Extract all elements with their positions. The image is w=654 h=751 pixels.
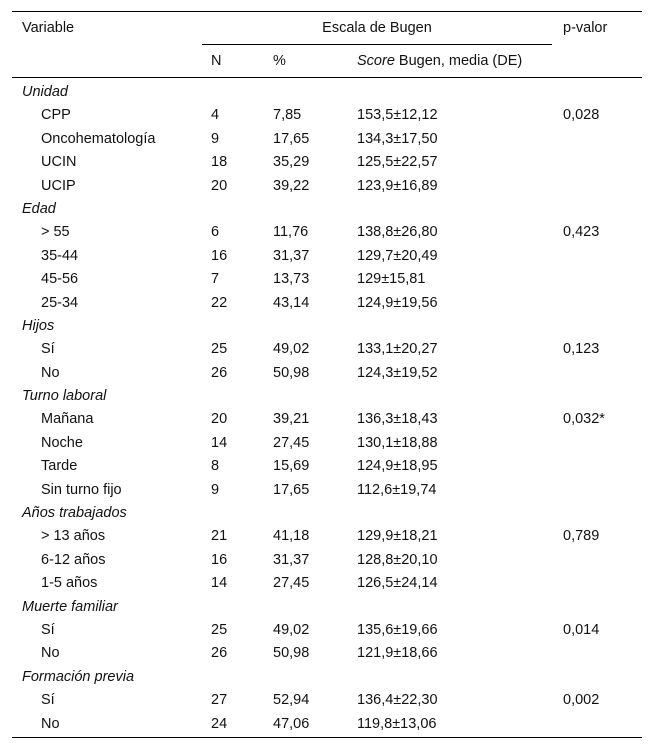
row-percent: 52,94 xyxy=(273,692,310,709)
row-label: Sí xyxy=(41,621,55,638)
row-pvalue: 0,032* xyxy=(563,411,605,428)
row-n: 9 xyxy=(211,481,220,498)
row-label: Sí xyxy=(41,692,55,709)
table-row xyxy=(12,151,642,174)
table-row xyxy=(12,713,642,736)
row-score: 124,3±19,52 xyxy=(357,364,438,381)
table-row xyxy=(12,175,642,198)
group-heading: Turno laboral xyxy=(22,388,107,405)
row-percent: 35,29 xyxy=(273,154,310,171)
row-percent: 49,02 xyxy=(273,341,310,358)
row-label: > 13 años xyxy=(41,528,106,545)
row-n: 16 xyxy=(211,551,228,568)
table-row xyxy=(12,128,642,151)
row-n: 20 xyxy=(211,411,228,428)
row-score: 124,9±18,95 xyxy=(357,458,438,475)
group-heading: Formación previa xyxy=(22,668,135,685)
row-pvalue: 0,014 xyxy=(563,621,600,638)
row-percent: 50,98 xyxy=(273,364,310,381)
row-n: 25 xyxy=(211,621,228,638)
row-score: 121,9±18,66 xyxy=(357,645,438,662)
row-pvalue: 0,789 xyxy=(563,528,600,545)
row-score: 129,7±20,49 xyxy=(357,247,438,264)
row-label: Sin turno fijo xyxy=(41,481,122,498)
group-heading: Edad xyxy=(22,200,56,217)
table-row xyxy=(12,525,642,548)
header-score-rest: Bugen, media (DE) xyxy=(394,53,523,69)
row-percent: 50,98 xyxy=(273,645,310,662)
row-score: 129±15,81 xyxy=(357,271,426,288)
header-divider xyxy=(202,44,552,45)
table-row xyxy=(12,408,642,431)
row-percent: 43,14 xyxy=(273,294,310,311)
row-pvalue: 0,123 xyxy=(563,341,600,358)
table-header xyxy=(12,12,642,78)
table-row xyxy=(12,549,642,572)
row-percent: 31,37 xyxy=(273,551,310,568)
row-n: 25 xyxy=(211,341,228,358)
row-score: 112,6±19,74 xyxy=(357,481,437,498)
row-n: 8 xyxy=(211,458,220,475)
row-percent: 39,21 xyxy=(273,411,310,428)
row-pvalue: 0,028 xyxy=(563,107,600,124)
row-label: No xyxy=(41,645,60,662)
row-percent: 17,65 xyxy=(273,130,310,147)
row-score: 119,8±13,06 xyxy=(357,715,437,732)
row-label: 6-12 años xyxy=(41,551,106,568)
row-score: 138,8±26,80 xyxy=(357,224,438,241)
table-row xyxy=(12,245,642,268)
row-label: CPP xyxy=(41,107,71,124)
header-variable: Variable xyxy=(22,20,75,36)
row-score: 135,6±19,66 xyxy=(357,621,438,638)
row-n: 7 xyxy=(211,271,220,288)
table-row xyxy=(12,479,642,502)
table-row xyxy=(12,268,642,291)
row-n: 24 xyxy=(211,715,228,732)
row-label: 45-56 xyxy=(41,271,79,288)
row-score: 124,9±19,56 xyxy=(357,294,438,311)
row-percent: 31,37 xyxy=(273,247,310,264)
row-n: 26 xyxy=(211,645,228,662)
row-n: 16 xyxy=(211,247,228,264)
row-score: 136,3±18,43 xyxy=(357,411,438,428)
row-score: 128,8±20,10 xyxy=(357,551,438,568)
row-percent: 11,76 xyxy=(273,224,309,241)
row-percent: 41,18 xyxy=(273,528,310,545)
group-heading: Hijos xyxy=(22,317,55,334)
row-percent: 27,45 xyxy=(273,575,310,592)
row-n: 4 xyxy=(211,107,220,124)
table-row xyxy=(12,642,642,665)
row-label: > 55 xyxy=(41,224,70,241)
row-score: 136,4±22,30 xyxy=(357,692,438,709)
table-row xyxy=(12,362,642,385)
row-percent: 7,85 xyxy=(273,107,302,124)
row-score: 153,5±12,12 xyxy=(357,107,438,124)
group-heading: Años trabajados xyxy=(22,505,127,522)
table-row xyxy=(12,689,642,712)
header-score-italic: Score xyxy=(357,53,395,69)
row-n: 27 xyxy=(211,692,228,709)
row-score: 133,1±20,27 xyxy=(357,341,438,358)
row-score: 125,5±22,57 xyxy=(357,154,438,171)
row-percent: 13,73 xyxy=(273,271,310,288)
row-label: UCIP xyxy=(41,177,76,194)
group-heading: Unidad xyxy=(22,84,68,100)
row-label: Sí xyxy=(41,341,55,358)
table-row xyxy=(12,619,642,642)
row-label: Tarde xyxy=(41,458,78,475)
row-percent: 39,22 xyxy=(273,177,310,194)
row-score: 123,9±16,89 xyxy=(357,177,438,194)
row-n: 21 xyxy=(211,528,228,545)
row-label: 1-5 años xyxy=(41,575,98,592)
table-row xyxy=(12,221,642,244)
row-label: No xyxy=(41,715,60,732)
header-score xyxy=(357,53,522,69)
row-percent: 49,02 xyxy=(273,621,310,638)
table-row xyxy=(12,455,642,478)
table-row xyxy=(12,432,642,455)
row-label: Noche xyxy=(41,434,83,451)
row-n: 20 xyxy=(211,177,228,194)
row-percent: 15,69 xyxy=(273,458,310,475)
header-escala: Escala de Bugen xyxy=(322,20,432,36)
row-percent: 17,65 xyxy=(273,481,310,498)
row-label: UCIN xyxy=(41,154,77,171)
row-label: Oncohematología xyxy=(41,130,156,147)
row-label: No xyxy=(41,364,60,381)
row-label: Mañana xyxy=(41,411,94,428)
group-heading: Muerte familiar xyxy=(22,598,118,615)
header-pvalor: p-valor xyxy=(563,20,608,36)
row-percent: 27,45 xyxy=(273,434,310,451)
table-row xyxy=(12,572,642,595)
row-pvalue: 0,002 xyxy=(563,692,600,709)
row-score: 126,5±24,14 xyxy=(357,575,438,592)
table-row xyxy=(12,292,642,315)
row-n: 9 xyxy=(211,130,220,147)
row-n: 6 xyxy=(211,224,220,241)
row-n: 22 xyxy=(211,294,228,311)
row-n: 26 xyxy=(211,364,228,381)
row-pvalue: 0,423 xyxy=(563,224,600,241)
table-row xyxy=(12,338,642,361)
row-n: 18 xyxy=(211,154,228,171)
row-n: 14 xyxy=(211,434,228,451)
row-label: 25-34 xyxy=(41,294,79,311)
row-score: 134,3±17,50 xyxy=(357,130,438,147)
row-label: 35-44 xyxy=(41,247,79,264)
row-percent: 47,06 xyxy=(273,715,310,732)
row-score: 129,9±18,21 xyxy=(357,528,438,545)
table-row xyxy=(12,104,642,127)
table-body xyxy=(12,78,642,736)
row-score: 130,1±18,88 xyxy=(357,434,438,451)
data-table xyxy=(12,11,642,738)
header-n: N xyxy=(211,53,222,69)
row-n: 14 xyxy=(211,575,228,592)
header-percent: % xyxy=(273,53,286,69)
